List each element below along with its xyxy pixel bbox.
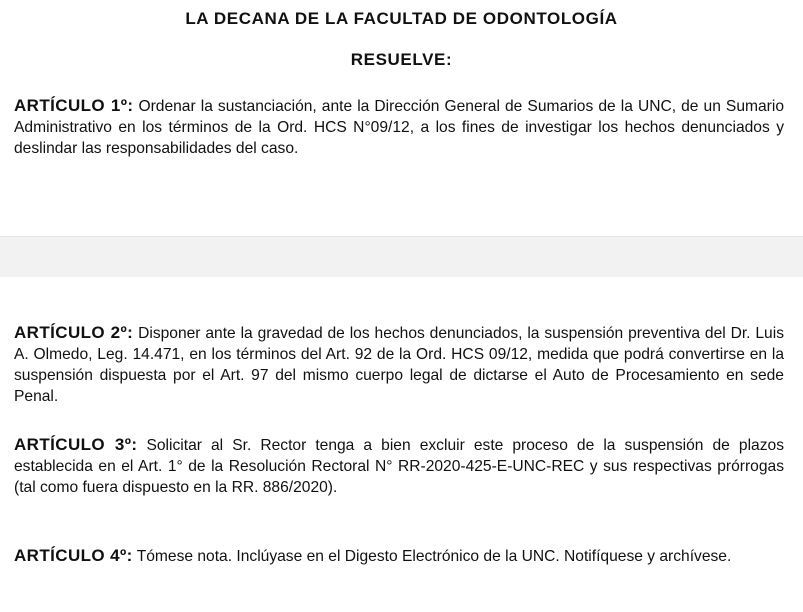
article-4-text: Tómese nota. Inclúyase en el Digesto Electrónico de la UNC. Notifíquese y archívese. [132, 548, 732, 565]
document-page-bottom [0, 277, 803, 612]
article-3-label: ARTÍCULO 3º: [14, 435, 138, 454]
article-1 [14, 95, 784, 159]
article-4 [14, 545, 784, 567]
document-subtitle: RESUELVE: [350, 50, 453, 69]
article-1-label: ARTÍCULO 1º: [14, 96, 134, 115]
article-2 [14, 322, 784, 407]
document-title: LA DECANA DE LA FACULTAD DE ODONTOLOGÍA [185, 9, 618, 28]
page-separator [0, 236, 803, 278]
article-2-label: ARTÍCULO 2º: [14, 323, 134, 342]
article-2-text: Disponer ante la gravedad de los hechos denunciados, la suspensión preventiva del Dr. Luis A. Olmedo, Leg. 14.471, en los términos del Art. 92 de la Ord. HCS 09/12, medida que podrá convertirse en la suspensión dispuesta por el Art. 97 del mismo cuerpo legal de dictarse el Auto de Procesamiento en sede Penal. [14, 325, 784, 405]
document-page-top [0, 0, 803, 236]
article-1-text: Ordenar la sustanciación, ante la Dirección General de Sumarios de la UNC, de un Sumario Administrativo en los términos de la Ord. HCS N°09/12, a los fines de investigar los hechos denunciados y deslindar las responsabilidades del caso. [14, 98, 784, 157]
article-3 [14, 434, 784, 498]
article-4-label: ARTÍCULO 4º: [14, 546, 133, 565]
article-3-text: Solicitar al Sr. Rector tenga a bien excluir este proceso de la suspensión de plazos establecida en el Art. 1° de la Resolución Rectoral N° RR-2020-425-E-UNC-REC y sus respectivas prórrogas (tal como fuera dispuesto en la RR. 886/2020). [14, 437, 784, 496]
